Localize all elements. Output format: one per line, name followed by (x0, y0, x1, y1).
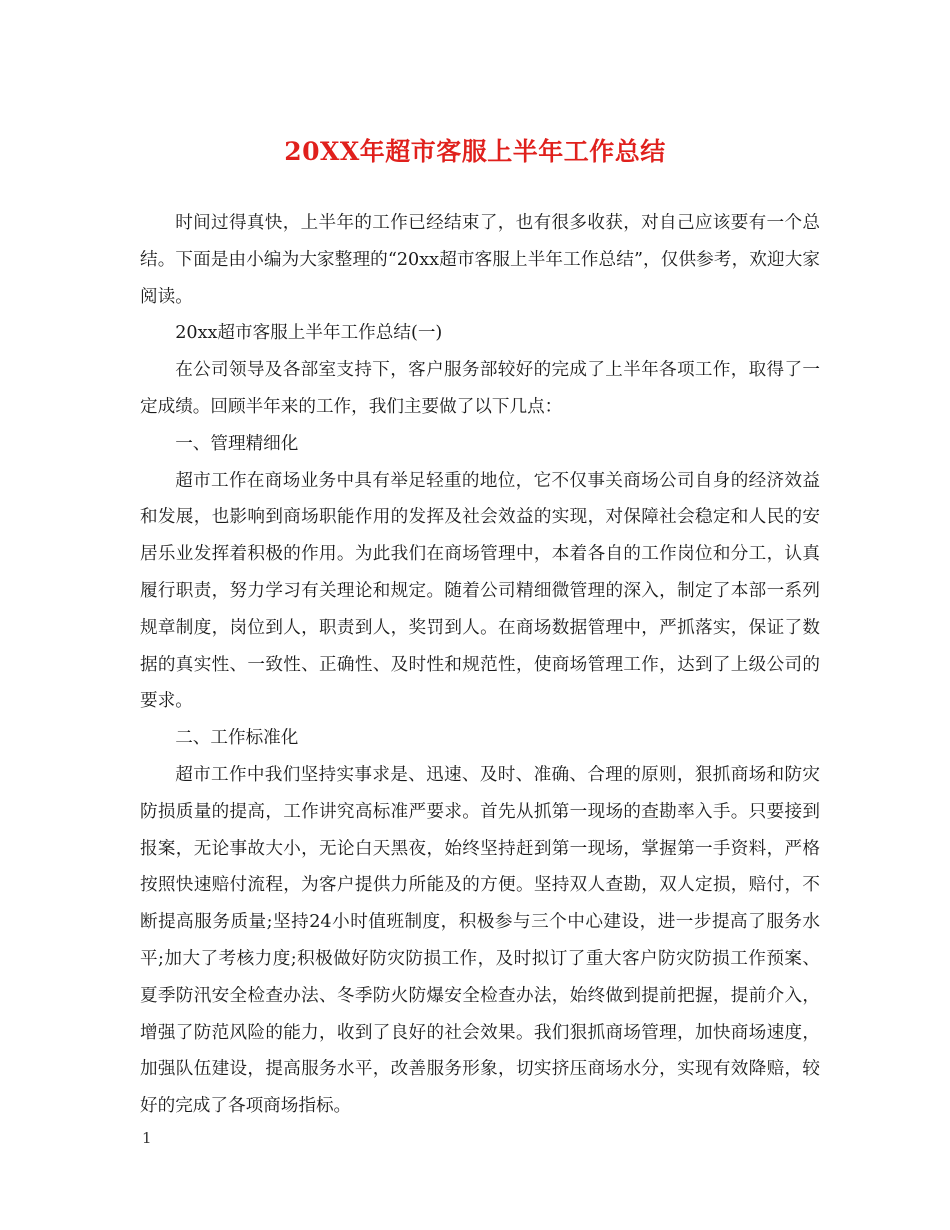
document-body (140, 205, 820, 1125)
paragraph-intro: 时间过得真快，上半年的工作已经结束了，也有很多收获，对自己应该要有一个总结。下面是由小编为大家整理的“20xx超市客服上半年工作总结”，仅供参考，欢迎大家阅读。 (140, 213, 820, 307)
paragraph-section-heading: 20xx超市客服上半年工作总结(一) (175, 323, 443, 344)
document-title: 20XX年超市客服上半年工作总结 (284, 137, 666, 166)
heading-standardization: 二、工作标准化 (175, 728, 299, 749)
paragraph-overview: 在公司领导及各部室支持下，客户服务部较好的完成了上半年各项工作，取得了一定成绩。回顾半年来的工作，我们主要做了以下几点： (140, 360, 820, 417)
page-number: 1 (142, 1129, 152, 1147)
paragraph-management: 超市工作在商场业务中具有举足轻重的地位，它不仅事关商场公司自身的经济效益和发展，也影响到商场职能作用的发挥及社会效益的实现，对保障社会稳定和人民的安居乐业发挥着积极的作用。为此我们在商场管理中，本着各自的工作岗位和分工，认真履行职责，努力学习有关理论和规定。随着公司精细微管理的深入，制定了本部一系列规章制度，岗位到人，职责到人，奖罚到人。在商场数据管理中，严抓落实，保证了数据的真实性、一致性、正确性、及时性和规范性，使商场管理工作，达到了上级公司的要求。 (140, 470, 820, 712)
heading-management: 一、管理精细化 (175, 433, 299, 454)
paragraph-standardization: 超市工作中我们坚持实事求是、迅速、及时、准确、合理的原则，狠抓商场和防灾防损质量的提高，工作讲究高标准严要求。首先从抓第一现场的查勘率入手。只要接到报案，无论事故大小，无论白天黑夜，始终坚持赶到第一现场，掌握第一手资料，严格按照快速赔付流程，为客户提供力所能及的方便。坚持双人查勘，双人定损，赔付，不断提高服务质量;坚持24小时值班制度，积极参与三个中心建设，进一步提高了服务水平;加大了考核力度;积极做好防灾防损工作，及时拟订了重大客户防灾防损工作预案、夏季防汛安全检查办法、冬季防火防爆安全检查办法，始终做到提前把握，提前介入，增强了防范风险的能力，收到了良好的社会效果。我们狠抓商场管理，加快商场速度，加强队伍建设，提高服务水平，改善服务形象，切实挤压商场水分，实现有效降赔，较好的完成了各项商场指标。 (140, 764, 820, 1117)
